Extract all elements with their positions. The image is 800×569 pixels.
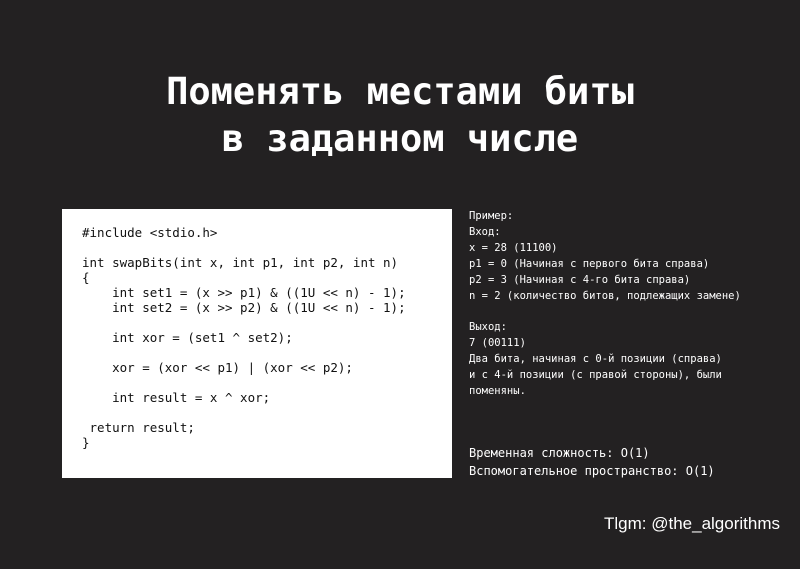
input-n: n = 2 (количество битов, подлежащих замене): [469, 289, 741, 302]
time-complexity: Временная сложность: O(1): [469, 446, 650, 460]
output-label: Выход:: [469, 321, 507, 334]
page-title: [0, 68, 800, 162]
input-p2: p2 = 3 (Начиная с 4-го бита справа): [469, 273, 691, 286]
input-x: x = 28 (11100): [469, 241, 558, 254]
example-section: [469, 209, 789, 400]
title-line-2: в заданном числе: [221, 117, 579, 160]
example-header: Пример:: [469, 210, 514, 222]
telegram-handle: Tlgm: @the_algorithms: [604, 514, 780, 533]
spacer: [469, 304, 789, 320]
explanation-line-3: поменяны.: [469, 384, 526, 397]
explanation-line-2: и с 4-й позиции (с правой стороны), были: [469, 369, 722, 382]
code-panel: [62, 209, 452, 478]
title-line-1: Поменять местами биты: [166, 70, 634, 113]
output-value: 7 (00111): [469, 337, 526, 350]
explanation-line-1: Два бита, начиная с 0-й позиции (справа): [469, 353, 722, 366]
input-p1: p1 = 0 (Начиная с первого бита справа): [469, 257, 710, 270]
complexity-section: [469, 444, 715, 480]
space-complexity: Вспомогательное пространство: O(1): [469, 464, 715, 478]
code-block: #include <stdio.h> int swapBits(int x, int p1, int p2, int n) { int set1 = (x >> p1) & ((1U << n) - 1); int set2 = (x >> p2) & ((1U << n) - 1); int xor = (set1 ^ set2); xor = (xor << p1) | (xor << p2); int result = x ^ xor; return result; }: [82, 225, 406, 450]
input-label: Вход:: [469, 225, 501, 238]
